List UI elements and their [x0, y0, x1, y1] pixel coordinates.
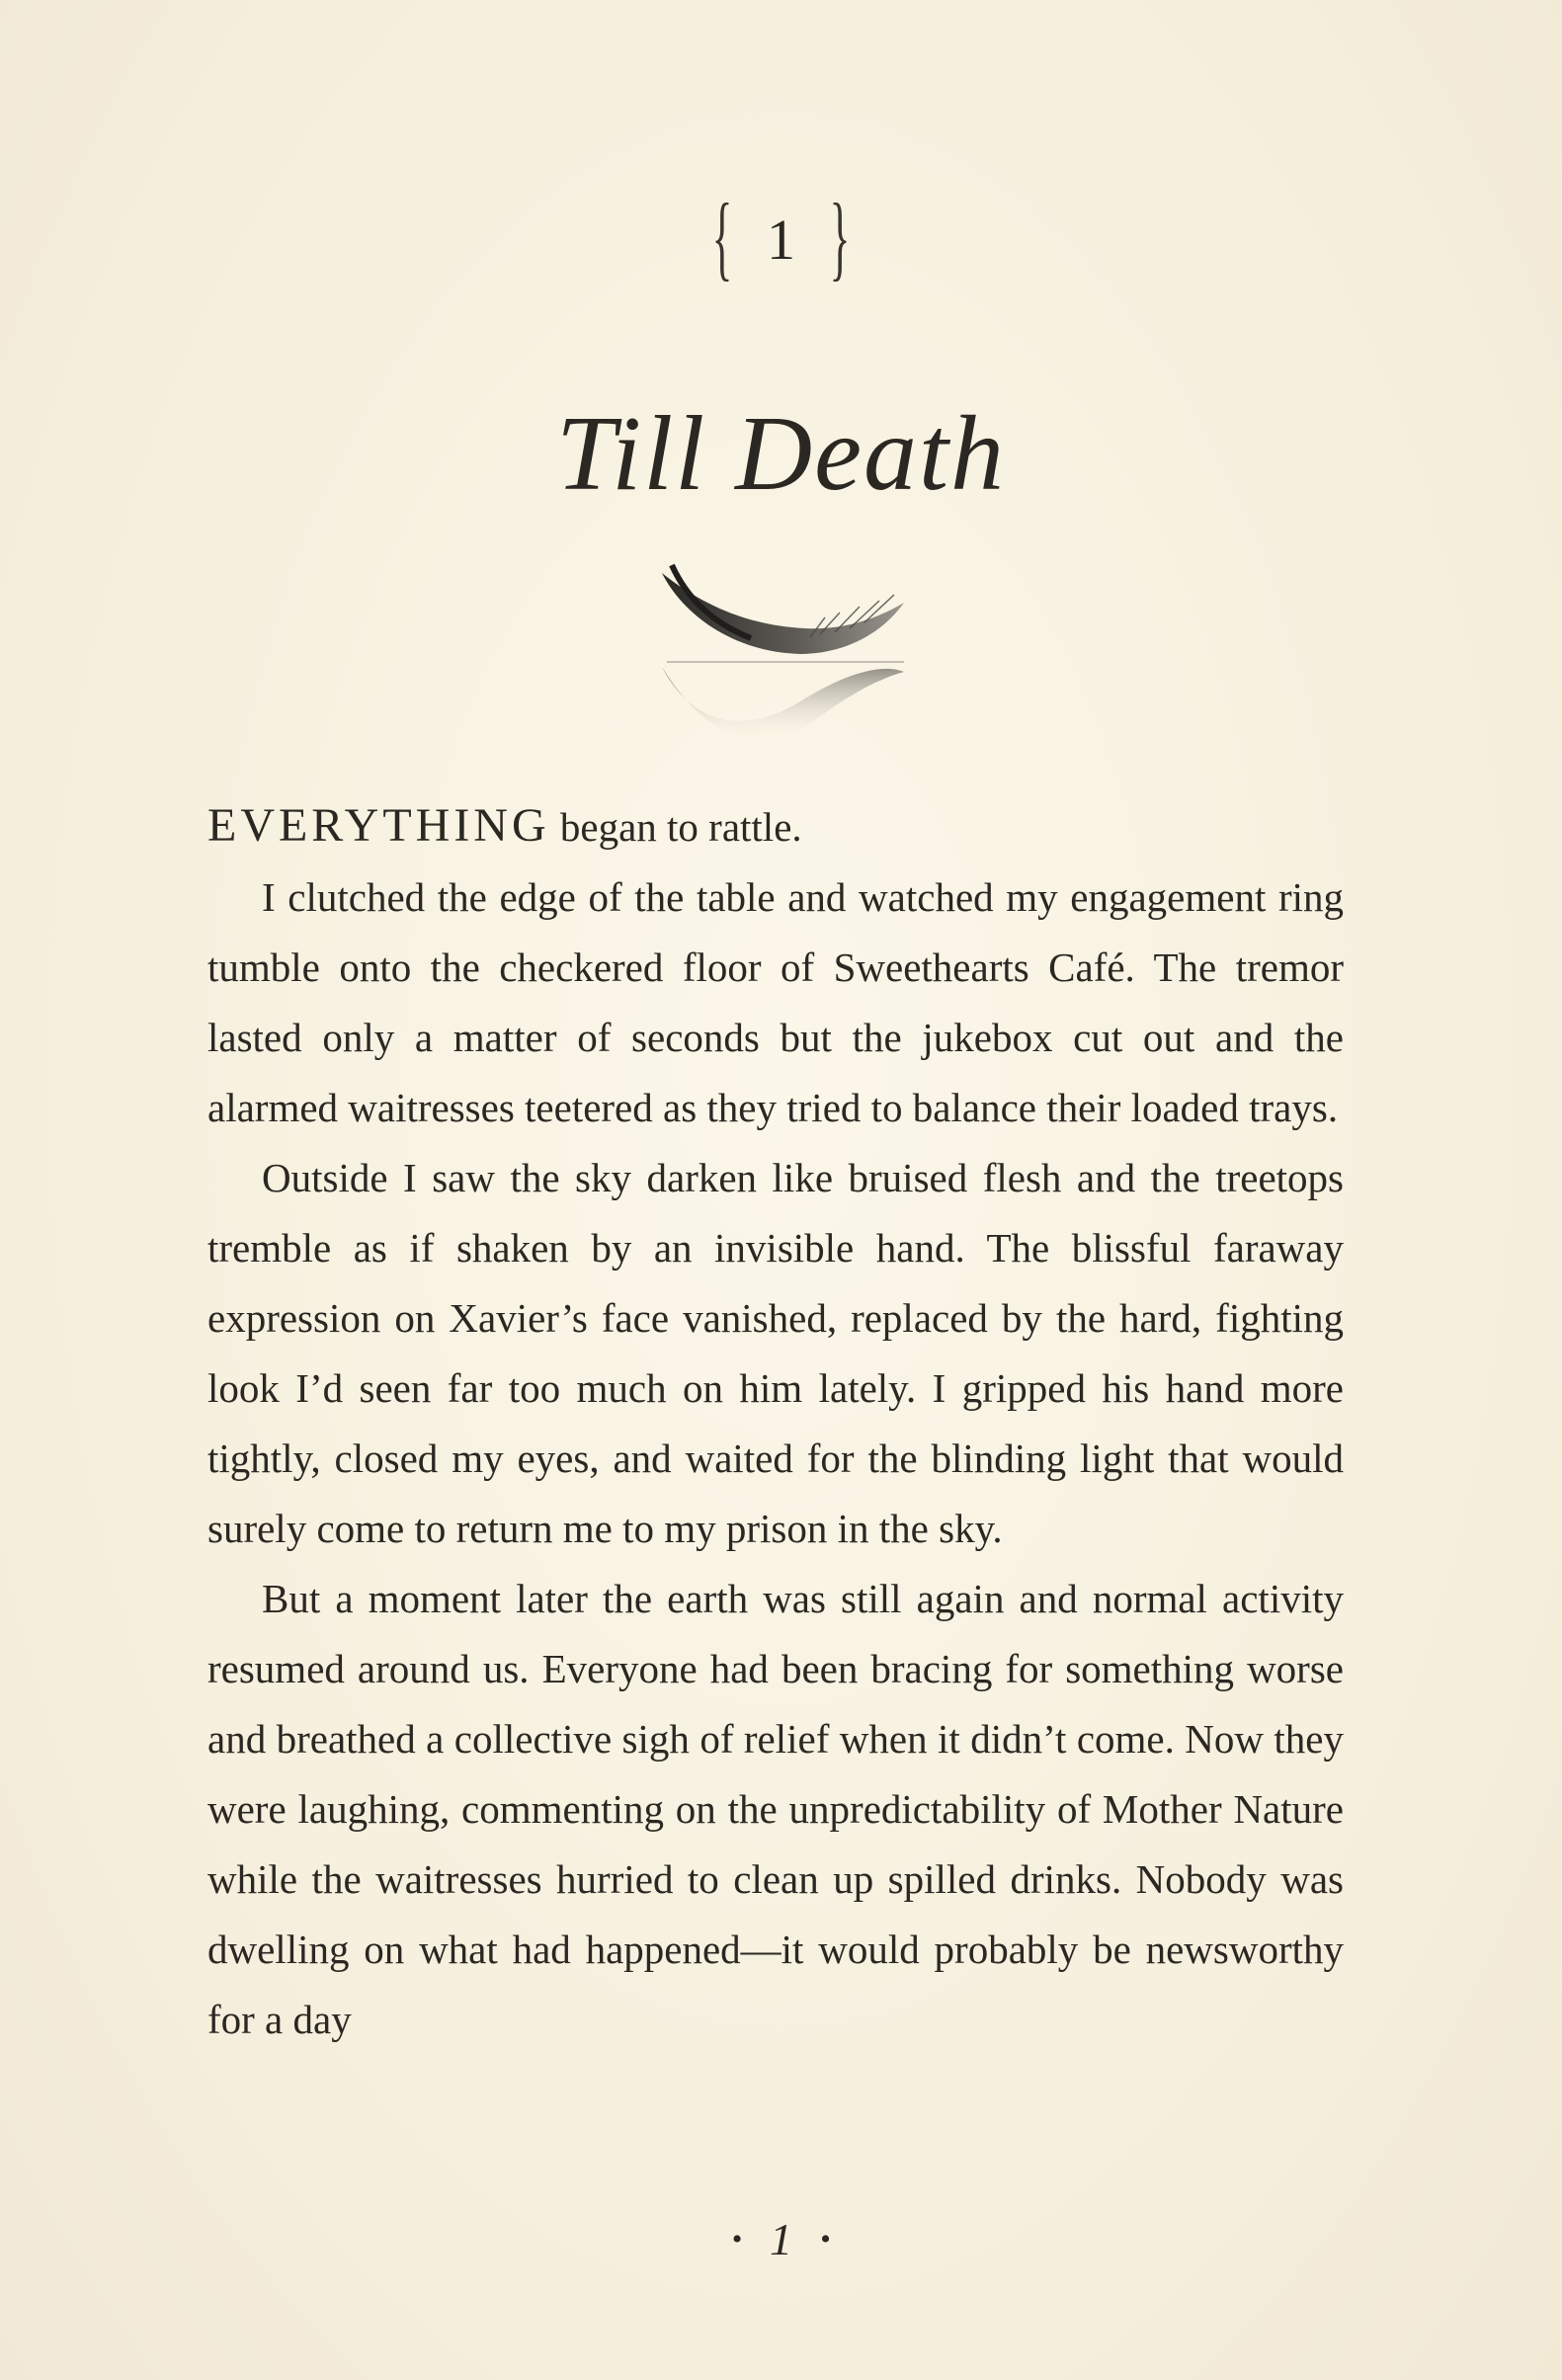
opening-rest: began to rattle.	[549, 804, 802, 850]
right-dot-icon: •	[820, 2223, 831, 2256]
right-brace-icon: }	[829, 184, 851, 289]
page-number	[0, 2213, 1562, 2265]
left-dot-icon: •	[731, 2223, 742, 2256]
opening-line	[207, 790, 1344, 862]
feather-icon	[642, 543, 919, 761]
chapter-text	[207, 790, 1344, 2055]
page-number-text: 1	[770, 2214, 792, 2264]
left-brace-icon: {	[711, 184, 733, 289]
chapter-number	[0, 184, 1562, 289]
opening-lead-word: EVERYTHING	[207, 799, 550, 852]
chapter-title: Till Death	[555, 395, 1007, 513]
paragraph: Outside I saw the sky darken like bruised flesh and the treetops tremble as if shaken by an invisible hand. The blissful faraway expression on Xavier’s face vanished, replaced by the hard, fighting look I’d seen far too much on him lately. I gripped his hand more tightly, closed my eyes, and waited for the blinding light that would surely come to return me to my prison in the sky.	[207, 1155, 1344, 1551]
paragraph: I clutched the edge of the table and watched my engagement ring tumble onto the checkered floor of Sweethearts Café. The tremor lasted only a matter of seconds but the jukebox cut out and the alarmed waitresses teetered as they tried to balance their loaded trays.	[207, 874, 1344, 1130]
paragraph: But a moment later the earth was still again and normal activity resumed around us. Everyone had been bracing for something worse and breathed a collective sigh of relief when it didn’t come. Now they were laughing, commenting on the unpredictability of Mother Nature while the waitresses hurried to clean up spilled drinks. Nobody was dwelling on what had happened—it would probably be newsworthy for a day	[207, 1576, 1344, 2042]
chapter-number-text: 1	[767, 207, 795, 272]
